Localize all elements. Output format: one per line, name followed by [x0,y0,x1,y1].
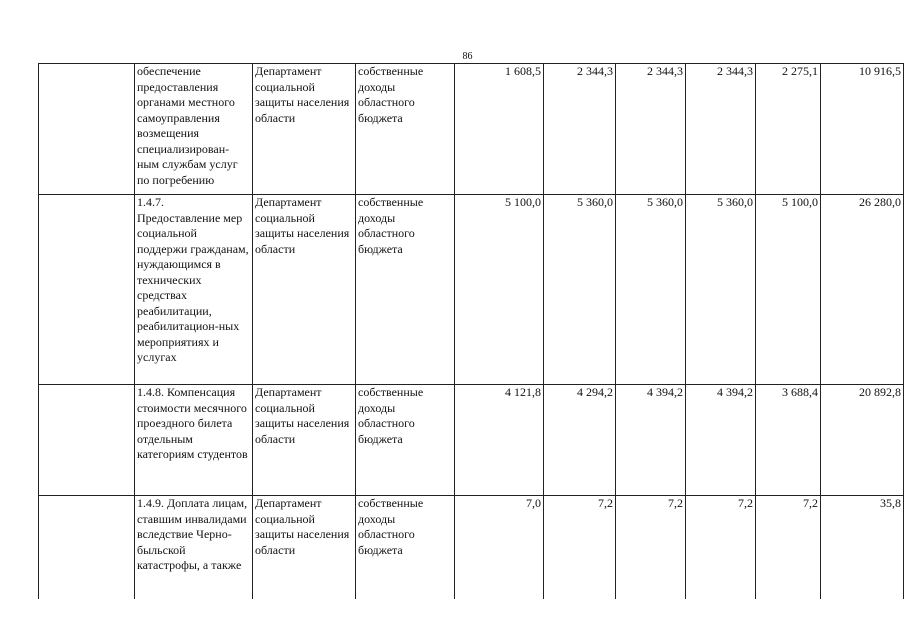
measure-name-cell: обеспечение предоставления органами местного самоуправления возмещения специализирован-ным службам услуг по погребению [135,64,253,195]
department-cell: Департамент социальной защиты населения области [253,385,356,496]
value-cell: 4 121,8 [455,385,544,496]
value-cell: 2 344,3 [544,64,616,195]
value-cell: 7,2 [756,496,821,600]
total-cell: 10 916,5 [821,64,904,195]
table-row [39,64,904,195]
department-cell: Департамент социальной защиты населения области [253,64,356,195]
value-cell: 7,2 [686,496,756,600]
funding-source-cell: собственные доходы областного бюджета [356,195,455,385]
funding-source-cell: собственные доходы областного бюджета [356,385,455,496]
table-row [39,385,904,496]
department-cell: Департамент социальной защиты населения области [253,195,356,385]
value-cell: 7,0 [455,496,544,600]
value-cell: 2 275,1 [756,64,821,195]
total-cell: 35,8 [821,496,904,600]
department-cell: Департамент социальной защиты населения области [253,496,356,600]
value-cell: 4 394,2 [616,385,686,496]
measure-name-cell: 1.4.8. Компенсация стоимости месячного проездного билета отдельным категориям студентов [135,385,253,496]
measure-name-cell: 1.4.7. Предоставление мер социальной поддержи гражданам, нуждающимся в технических средствах реабилитации, реабилитацион-ных мероприятиях и услугах [135,195,253,385]
value-cell: 7,2 [544,496,616,600]
value-cell: 5 360,0 [544,195,616,385]
value-cell: 7,2 [616,496,686,600]
value-cell: 5 100,0 [756,195,821,385]
value-cell: 5 100,0 [455,195,544,385]
funding-source-cell: собственные доходы областного бюджета [356,64,455,195]
table-row [39,496,904,600]
measure-name-cell: 1.4.9. Доплата лицам, ставшим инвалидами вследствие Черно-быльской катастрофы, а также [135,496,253,600]
value-cell: 2 344,3 [686,64,756,195]
value-cell: 4 294,2 [544,385,616,496]
value-cell: 5 360,0 [686,195,756,385]
row-number-cell [39,496,135,600]
value-cell: 1 608,5 [455,64,544,195]
value-cell: 2 344,3 [616,64,686,195]
budget-table [38,63,904,599]
row-number-cell [39,195,135,385]
table-row [39,195,904,385]
total-cell: 26 280,0 [821,195,904,385]
row-number-cell [39,64,135,195]
funding-source-cell: собственные доходы областного бюджета [356,496,455,600]
row-number-cell [39,385,135,496]
total-cell: 20 892,8 [821,385,904,496]
value-cell: 5 360,0 [616,195,686,385]
page-number: 86 [462,51,473,62]
value-cell: 3 688,4 [756,385,821,496]
value-cell: 4 394,2 [686,385,756,496]
